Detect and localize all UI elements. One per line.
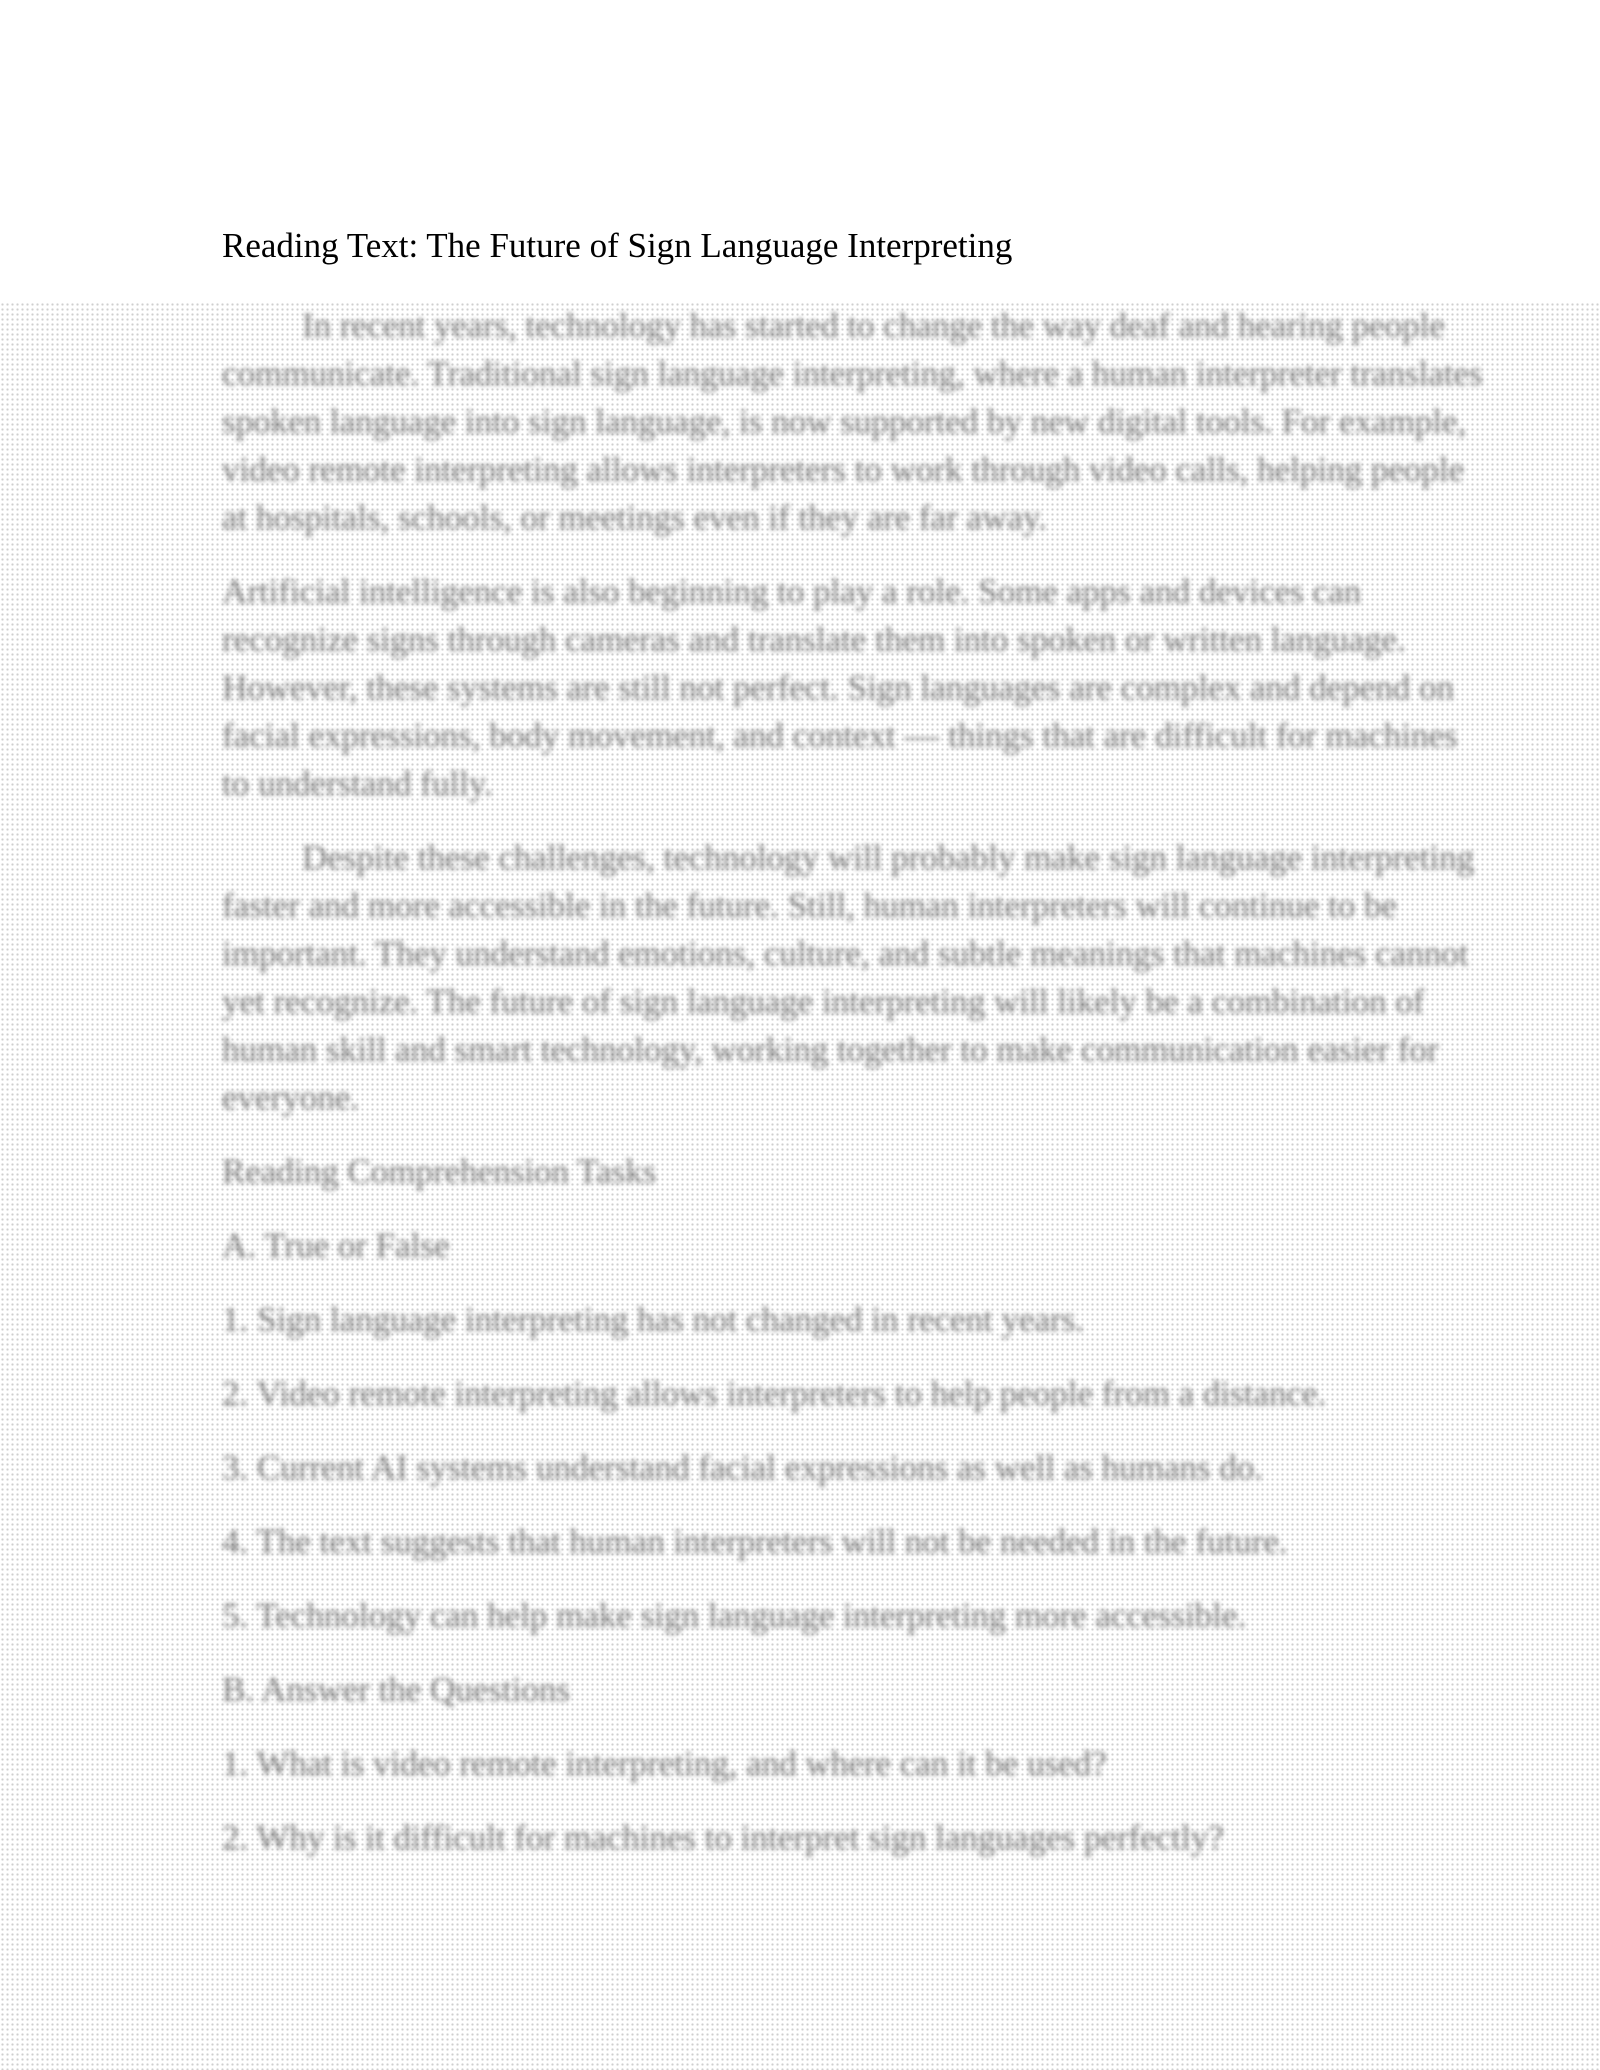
true-false-item-5: 5. Technology can help make sign language interpreting more accessible. <box>222 1596 1247 1635</box>
paragraph-2: Artificial intelligence is also beginning to play a role. Some apps and devices can recognize signs through cameras and translate them into spoken or written language. However, these systems are still not perfect. Sign languages are complex and depend on facial expressions, body movement, and context — things that are difficult for machines to understand fully. <box>222 572 1458 803</box>
true-false-item-2: 2. Video remote interpreting allows interpreters to help people from a distance. <box>222 1374 1327 1413</box>
document-title: Reading Text: The Future of Sign Language Interpreting <box>222 226 1013 265</box>
blurred-text-block <box>222 302 1492 1888</box>
section-b-heading: B. Answer the Questions <box>222 1670 571 1709</box>
tasks-heading: Reading Comprehension Tasks <box>222 1152 657 1191</box>
question-item-1: 1. What is video remote interpreting, and where can it be used? <box>222 1744 1107 1783</box>
true-false-item-1: 1. Sign language interpreting has not changed in recent years. <box>222 1300 1085 1339</box>
paragraph-3: Despite these challenges, technology will probably make sign language interpreting faster and more accessible in the future. Still, human interpreters will continue to be important. They understand emotions, culture, and subtle meanings that machines cannot yet recognize. The future of sign language interpreting will likely be a combination of human skill and smart technology, working together to make communication easier for everyone. <box>222 838 1475 1117</box>
question-item-2: 2. Why is it difficult for machines to interpret sign languages perfectly? <box>222 1818 1224 1857</box>
paragraph-1: In recent years, technology has started to change the way deaf and hearing people communicate. Traditional sign language interpreting, where a human interpreter translates spoken language into sign language, is now supported by new digital tools. For example, video remote interpreting allows interpreters to work through video calls, helping people at hospitals, schools, or meetings even if they are far away. <box>222 306 1483 537</box>
true-false-item-4: 4. The text suggests that human interpreters will not be needed in the future. <box>222 1522 1288 1561</box>
obscured-content-area <box>0 302 1600 2070</box>
section-a-heading: A. True or False <box>222 1226 450 1265</box>
true-false-item-3: 3. Current AI systems understand facial expressions as well as humans do. <box>222 1448 1264 1487</box>
